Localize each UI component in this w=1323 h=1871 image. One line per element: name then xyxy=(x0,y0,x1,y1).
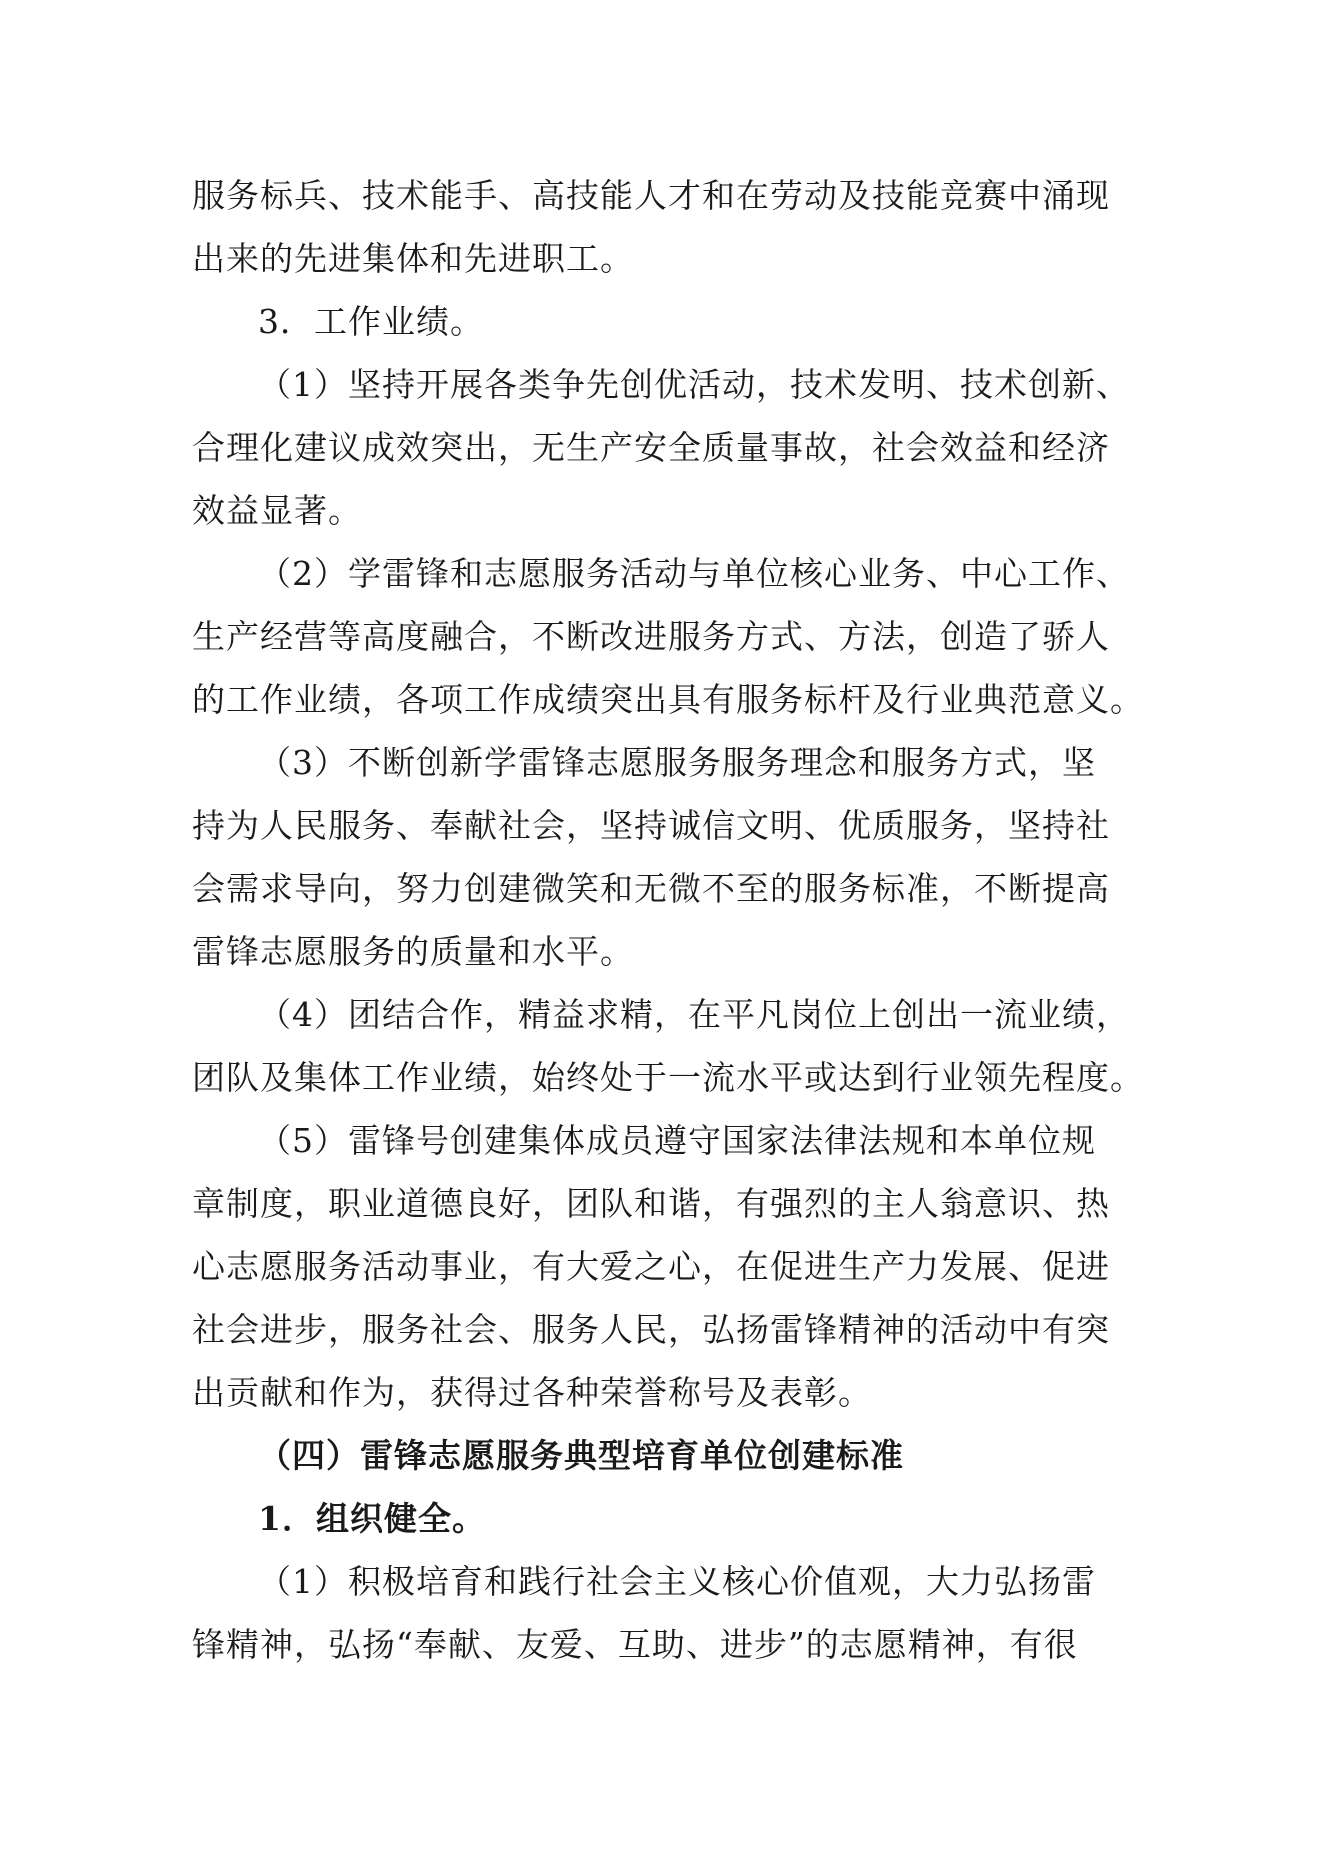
paragraph-line: 的工作业绩，各项工作成绩突出具有服务标杆及行业典范意义。 xyxy=(192,680,1144,719)
section-heading: 3．工作业绩。 xyxy=(258,302,484,341)
paragraph-line: （4）团结合作，精益求精，在平凡岗位上创出一流业绩， xyxy=(258,995,1130,1034)
paragraph-line: 出贡献和作为，获得过各种荣誉称号及表彰。 xyxy=(192,1373,872,1412)
paragraph-line: 锋精神，弘扬“奉献、友爱、互助、进步”的志愿精神，有很 xyxy=(192,1625,1078,1664)
paragraph-line: 社会进步，服务社会、服务人民，弘扬雷锋精神的活动中有突 xyxy=(192,1310,1110,1349)
paragraph-line: 雷锋志愿服务的质量和水平。 xyxy=(192,932,634,971)
section-heading: （四）雷锋志愿服务典型培育单位创建标准 xyxy=(258,1436,904,1475)
paragraph-line: 合理化建议成效突出，无生产安全质量事故，社会效益和经济 xyxy=(192,428,1110,467)
paragraph-line: 章制度，职业道德良好，团队和谐，有强烈的主人翁意识、热 xyxy=(192,1184,1110,1223)
paragraph-line: （1）坚持开展各类争先创优活动，技术发明、技术创新、 xyxy=(258,365,1130,404)
paragraph-line: 服务标兵、技术能手、高技能人才和在劳动及技能竞赛中涌现 xyxy=(192,176,1110,215)
paragraph-line: （5）雷锋号创建集体成员遵守国家法律法规和本单位规 xyxy=(258,1121,1096,1160)
section-heading: 1．组织健全。 xyxy=(258,1499,486,1538)
paragraph-line: （2）学雷锋和志愿服务活动与单位核心业务、中心工作、 xyxy=(258,554,1130,593)
paragraph-line: 生产经营等高度融合，不断改进服务方式、方法，创造了骄人 xyxy=(192,617,1110,656)
paragraph-line: 出来的先进集体和先进职工。 xyxy=(192,239,634,278)
paragraph-line: 团队及集体工作业绩，始终处于一流水平或达到行业领先程度。 xyxy=(192,1058,1144,1097)
paragraph-line: 效益显著。 xyxy=(192,491,362,530)
paragraph-line: 心志愿服务活动事业，有大爱之心，在促进生产力发展、促进 xyxy=(192,1247,1110,1286)
paragraph-line: 持为人民服务、奉献社会，坚持诚信文明、优质服务，坚持社 xyxy=(192,806,1110,845)
paragraph-line: （1）积极培育和践行社会主义核心价值观，大力弘扬雷 xyxy=(258,1562,1096,1601)
paragraph-line: （3）不断创新学雷锋志愿服务服务理念和服务方式，坚 xyxy=(258,743,1096,782)
paragraph-line: 会需求导向，努力创建微笑和无微不至的服务标准，不断提高 xyxy=(192,869,1110,908)
